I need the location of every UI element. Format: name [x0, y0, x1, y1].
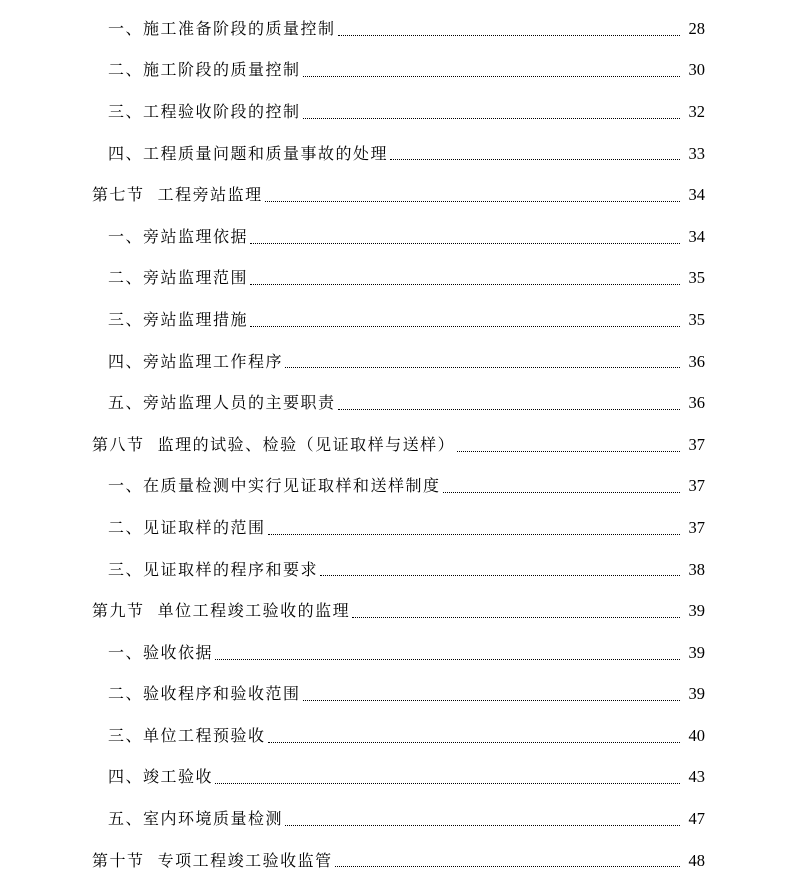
dot-leader — [320, 574, 680, 576]
toc-entry[interactable] — [0, 549, 796, 591]
toc-entry[interactable] — [0, 8, 796, 50]
toc-entry-page-number: 32 — [688, 101, 705, 121]
toc-entry-page-number: 34 — [688, 226, 705, 246]
toc-entry-page-number: 40 — [688, 725, 705, 745]
toc-entry-title: 第八节 监理的试验、检验（见证取样与送样） — [92, 434, 456, 454]
toc-entry-title: 三、单位工程预验收 — [108, 725, 266, 745]
toc-entry-title: 第七节 工程旁站监理 — [92, 185, 263, 205]
toc-entry-title: 第九节 单位工程竣工验收的监理 — [92, 601, 351, 621]
toc-entry-title: 二、见证取样的范围 — [108, 517, 266, 537]
toc-entry-page-number: 30 — [688, 60, 705, 80]
toc-entry-page-number: 43 — [688, 767, 705, 787]
dot-leader — [303, 75, 680, 77]
dot-leader — [303, 117, 680, 119]
dot-leader — [265, 200, 680, 202]
dot-leader — [303, 699, 680, 701]
toc-entry-page-number: 48 — [688, 850, 705, 870]
toc-entry[interactable] — [0, 674, 796, 716]
toc-entry-title: 四、工程质量问题和质量事故的处理 — [108, 143, 389, 163]
dot-leader — [285, 824, 680, 826]
toc-entry-title: 一、在质量检测中实行见证取样和送样制度 — [108, 476, 441, 496]
toc-entry[interactable] — [0, 757, 796, 799]
dot-leader — [443, 491, 680, 493]
toc-entry-page-number: 36 — [688, 351, 705, 371]
dot-leader — [457, 450, 680, 452]
toc-entry-title: 一、施工准备阶段的质量控制 — [108, 18, 336, 38]
toc-entry[interactable] — [0, 466, 796, 508]
toc-entry[interactable] — [0, 299, 796, 341]
dot-leader — [268, 741, 680, 743]
dot-leader — [215, 658, 680, 660]
toc-entry-page-number: 39 — [688, 601, 705, 621]
dot-leader — [390, 158, 680, 160]
toc-entry-title: 五、室内环境质量检测 — [108, 809, 284, 829]
toc-entry-title: 一、验收依据 — [108, 642, 214, 662]
toc-entry-title: 三、见证取样的程序和要求 — [108, 559, 319, 579]
toc-entry[interactable] — [0, 50, 796, 92]
toc-entry-title: 二、验收程序和验收范围 — [108, 684, 301, 704]
toc-entry-page-number: 47 — [688, 809, 705, 829]
toc-section-entry[interactable] — [0, 174, 796, 216]
toc-entry-title: 四、旁站监理工作程序 — [108, 351, 284, 371]
toc-entry-page-number: 35 — [688, 309, 705, 329]
toc-entry-page-number: 35 — [688, 268, 705, 288]
dot-leader — [268, 533, 680, 535]
toc-entry[interactable] — [0, 91, 796, 133]
toc-entry-page-number: 28 — [688, 18, 705, 38]
table-of-contents — [0, 8, 796, 881]
toc-entry-title: 二、旁站监理范围 — [108, 268, 249, 288]
toc-entry-title: 二、施工阶段的质量控制 — [108, 60, 301, 80]
toc-entry-page-number: 33 — [688, 143, 705, 163]
toc-section-entry[interactable] — [0, 590, 796, 632]
dot-leader — [250, 325, 680, 327]
toc-entry-title: 一、旁站监理依据 — [108, 226, 249, 246]
toc-entry-title: 五、旁站监理人员的主要职责 — [108, 393, 336, 413]
dot-leader — [338, 408, 680, 410]
toc-entry[interactable] — [0, 341, 796, 383]
toc-entry[interactable] — [0, 715, 796, 757]
toc-section-entry[interactable] — [0, 424, 796, 466]
toc-entry-title: 三、旁站监理措施 — [108, 309, 249, 329]
toc-entry-page-number: 36 — [688, 393, 705, 413]
toc-entry[interactable] — [0, 632, 796, 674]
toc-entry[interactable] — [0, 507, 796, 549]
dot-leader — [250, 242, 680, 244]
dot-leader — [335, 865, 680, 867]
toc-entry[interactable] — [0, 258, 796, 300]
toc-entry-page-number: 37 — [688, 476, 705, 496]
dot-leader — [338, 34, 680, 36]
toc-entry-title: 四、竣工验收 — [108, 767, 214, 787]
dot-leader — [215, 782, 680, 784]
toc-entry-page-number: 38 — [688, 559, 705, 579]
dot-leader — [352, 616, 680, 618]
toc-entry-page-number: 37 — [688, 517, 705, 537]
toc-entry-page-number: 37 — [688, 434, 705, 454]
toc-entry[interactable] — [0, 216, 796, 258]
toc-entry[interactable] — [0, 798, 796, 840]
toc-entry[interactable] — [0, 382, 796, 424]
dot-leader — [285, 366, 680, 368]
dot-leader — [250, 283, 680, 285]
toc-entry-page-number: 39 — [688, 642, 705, 662]
toc-entry-page-number: 34 — [688, 185, 705, 205]
toc-entry[interactable] — [0, 133, 796, 175]
toc-entry-title: 三、工程验收阶段的控制 — [108, 101, 301, 121]
toc-entry-title: 第十节 专项工程竣工验收监管 — [92, 850, 333, 870]
toc-entry-page-number: 39 — [688, 684, 705, 704]
